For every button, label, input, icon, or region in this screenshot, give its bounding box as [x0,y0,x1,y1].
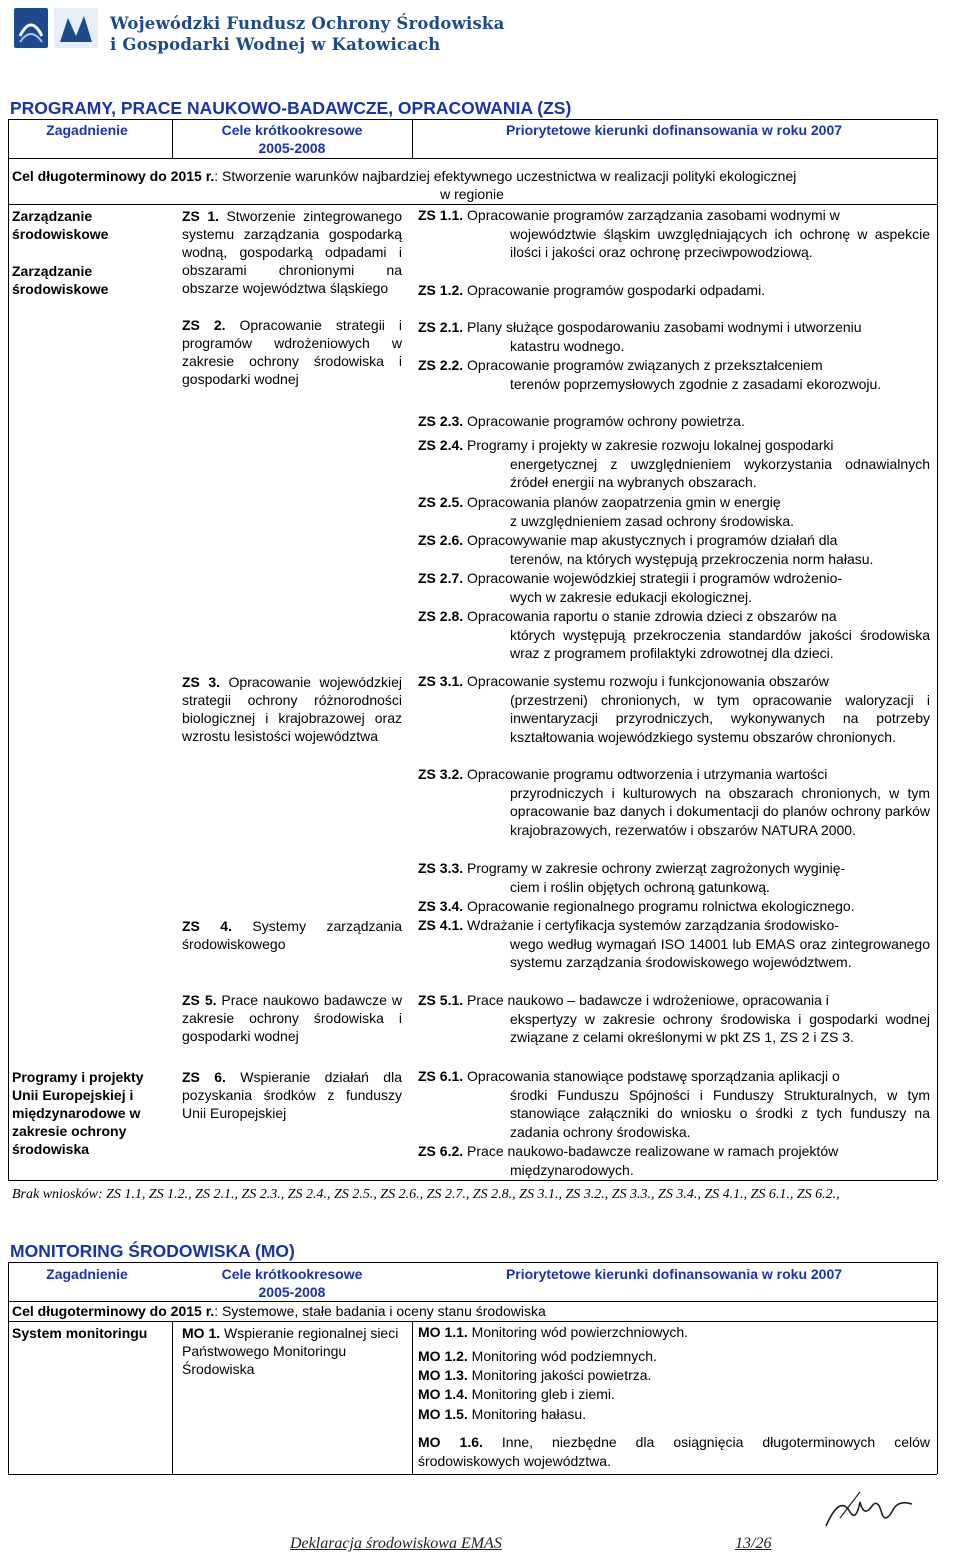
zs-long-term-goal: Cel długoterminowy do 2015 r.: Stworzenie warunków najbardziej efektywnego uczestnictwa w realizacji polityki ekologicznej [12,168,797,184]
fund-logo [12,6,532,54]
table-border [8,119,9,1180]
zs-priority-1-1: ZS 1.1. Opracowanie programów zarządzania zasobami wodnymi w województwie śląskim uwzględniających ich ochronę w aspekcie ilości i jakości oraz ochronę przeciwpowodziową. [418,207,930,260]
footer-page-number: 13/26 [735,1535,772,1552]
zs-col-goals: Cele krótkookresowe 2005-2008 [221,122,363,156]
zs-priority-5-1: ZS 5.1. Prace naukowo – badawcze i wdrożeniowe, opracowania i ekspertyzy w zakresie ochrony środowiska i gospodarki wodnej związane z celami określonymi w pkt ZS 1, ZS 2 i ZS 3. [418,992,930,1045]
table-border [8,1262,937,1263]
zs-priority-2-3: ZS 2.3. Opracowanie programów ochrony powietrza. [418,413,745,429]
zs-goal-2: ZS 2. Opracowanie strategii i programów wdrożeniowych w zakresie ochrony środowiska i gospodarki wodnej [182,317,402,387]
handwritten-signature [820,1488,920,1534]
mo-topic: System monitoringu [12,1325,148,1341]
mo-section-title: MONITORING ŚRODOWISKA (MO) [10,1241,295,1261]
zs-priority-3-3: ZS 3.3. Programy w zakresie ochrony zwierząt zagrożonych wyginię- ciem i roślin objętych ochroną gatunkową. [418,860,846,895]
table-border [937,1262,938,1474]
logo-line2: i Gospodarki Wodnej w Katowicach [110,35,441,54]
zs-priority-6-2: ZS 6.2. Prace naukowo-badawcze realizowane w ramach projektów międzynarodowych. [418,1143,839,1178]
mo-col-topic: Zagadnienie [46,1266,128,1282]
zs-section-title: PROGRAMY, PRACE NAUKOWO-BADAWCZE, OPRACOWANIA (ZS) [10,98,572,118]
zs-col-topic: Zagadnienie [46,122,128,138]
zs-priority-2-5: ZS 2.5. Opracowania planów zaopatrzenia gmin w energię z uwzględnieniem zasad ochrony środowiska. [418,494,795,529]
zs-topic-1: Zarządzanie środowiskowe [12,208,109,242]
table-border [8,1180,937,1181]
zs-priority-3-1: ZS 3.1. Opracowanie systemu rozwoju i funkcjonowania obszarów (przestrzeni) chronionych, w tym opracowanie waloryzacji i inwentaryzacji przyrodniczych, wykonywanych na potrzeby kształtowania wojewódzkiego systemu obszarów chronionych. [418,673,930,745]
zs-long-term-goal-cont: w regionie [440,186,504,202]
mo-col-priorities: Priorytetowe kierunki dofinansowania w roku 2007 [505,1266,843,1282]
zs-priority-3-2: ZS 3.2. Opracowanie programu odtworzenia i utrzymania wartości przyrodniczych i kulturowych na obszarach chronionych, w tym opracowanie baz danych i dokumentacji do planów ochrony parków krajobrazowych, rezerwatów i obszarów NATURA 2000. [418,766,930,838]
zs-priority-4-1: ZS 4.1. Wdrażanie i certyfikacja systemów zarządzania środowisko- wego według wymagań ISO 14001 lub EMAS oraz zintegrowanego systemu zarządzania środowiskowego województwem. [418,917,930,970]
table-border [8,1321,937,1322]
mo-priority-1-4: MO 1.4. Monitoring gleb i ziemi. [418,1386,615,1402]
zs-goal-5: ZS 5. Prace naukowo badawcze w zakresie ochrony środowiska i gospodarki wodnej [182,992,402,1044]
zs-priority-2-7: ZS 2.7. Opracowanie wojewódzkiej strategii i programów wdrożenio- wych w zakresie edukacji ekologicznej. [418,570,843,605]
zs-col-priorities: Priorytetowe kierunki dofinansowania w roku 2007 [505,122,843,138]
no-applications-note: Brak wniosków: ZS 1.1, ZS 1.2., ZS 2.1., ZS 2.3., ZS 2.4., ZS 2.5., ZS 2.6., ZS 2.7., ZS 2.8., ZS 3.1., ZS 3.2., ZS 3.3., ZS 3.4., ZS 4.1., ZS 6.1., ZS 6.2., [12,1187,840,1202]
mo-priority-1-3: MO 1.3. Monitoring jakości powietrza. [418,1367,652,1383]
zs-goal-4: ZS 4. Systemy zarządzania środowiskowego [182,918,402,952]
table-border [8,1474,937,1475]
zs-priority-2-1: ZS 2.1. Plany służące gospodarowaniu zasobami wodnymi i utworzeniu katastru wodnego. [418,319,862,354]
table-border [412,119,413,159]
logo-line1: Wojewódzki Fundusz Ochrony Środowiska [110,14,505,33]
mo-col-goals: Cele krótkookresowe 2005-2008 [221,1266,363,1300]
mo-priority-1-1: MO 1.1. Monitoring wód powierzchniowych. [418,1324,689,1340]
zs-priority-2-2: ZS 2.2. Opracowanie programów związanych z przekształceniem terenów poprzemysłowych zgodnie z zasadami ekorozwoju. [418,357,882,392]
zs-priority-2-6: ZS 2.6. Opracowywanie map akustycznych i programów działań dla terenów, na których występują przekroczenia norm hałasu. [418,532,874,567]
zs-goal-3: ZS 3. Opracowanie wojewódzkiej strategii ochrony różnorodności biologicznej i krajobrazowej oraz wzrostu lesistości województwa [182,674,402,744]
table-border [412,1321,413,1474]
mo-priority-1-6: MO 1.6. Inne, niezbędne dla osiągnięcia długoterminowych celów środowiskowych województwa. [418,1434,930,1469]
table-border [8,119,937,120]
footer-document-title: Deklaracja środowiskowa EMAS [290,1535,502,1552]
table-border [172,1321,173,1474]
table-border [172,119,173,159]
zs-priority-2-4: ZS 2.4. Programy i projekty w zakresie rozwoju lokalnej gospodarki energetycznej z uwzględnieniem wykorzystania odnawialnych źródeł energii na wybranych obszarach. [418,437,930,490]
zs-topic-3: Programy i projekty Unii Europejskiej i międzynarodowe w zakresie ochrony środowiska [12,1069,144,1157]
zs-priority-3-4: ZS 3.4. Opracowanie regionalnego programu rolnictwa ekologicznego. [418,898,855,914]
zs-priority-1-2: ZS 1.2. Opracowanie programów gospodarki odpadami. [418,282,766,298]
mo-priority-1-5: MO 1.5. Monitoring hałasu. [418,1406,587,1422]
mo-goal-1: MO 1. Wspieranie regionalnej sieci Państwowego Monitoringu Środowiska [182,1325,399,1377]
zs-priority-6-1: ZS 6.1. Opracowania stanowiące podstawę sporządzania aplikacji o środki Funduszu Spójności i Funduszy Strukturalnych, w tym stanowiące załączniki do wniosku o środki z tych funduszy na zadania ochrony środowiska. [418,1068,930,1140]
table-border [8,158,937,159]
table-border [937,119,938,1180]
zs-goal-1: ZS 1. Stworzenie zintegrowanego systemu zarządzania gospodarką wodną, gospodarką odpadami i obszarami chronionymi na obszarze województwa śląskiego [182,208,402,296]
zs-topic-2: Zarządzanie środowiskowe [12,263,109,297]
mo-long-term-goal: Cel długoterminowy do 2015 r.: Systemowe, stałe badania i oceny stanu środowiska [12,1303,546,1319]
mo-priority-1-2: MO 1.2. Monitoring wód podziemnych. [418,1348,657,1364]
zs-priority-2-8: ZS 2.8. Opracowania raportu o stanie zdrowia dzieci z obszarów na których występują przekroczenia standardów jakości środowiska wraz z programem profilaktyki zdrowotnej dla dzieci. [418,608,930,661]
table-border [8,1262,9,1474]
zs-goal-6: ZS 6. Wspieranie działań dla pozyskania środków z funduszy Unii Europejskiej [182,1069,402,1121]
table-border [8,204,937,205]
fund-logo-icon [12,6,102,50]
